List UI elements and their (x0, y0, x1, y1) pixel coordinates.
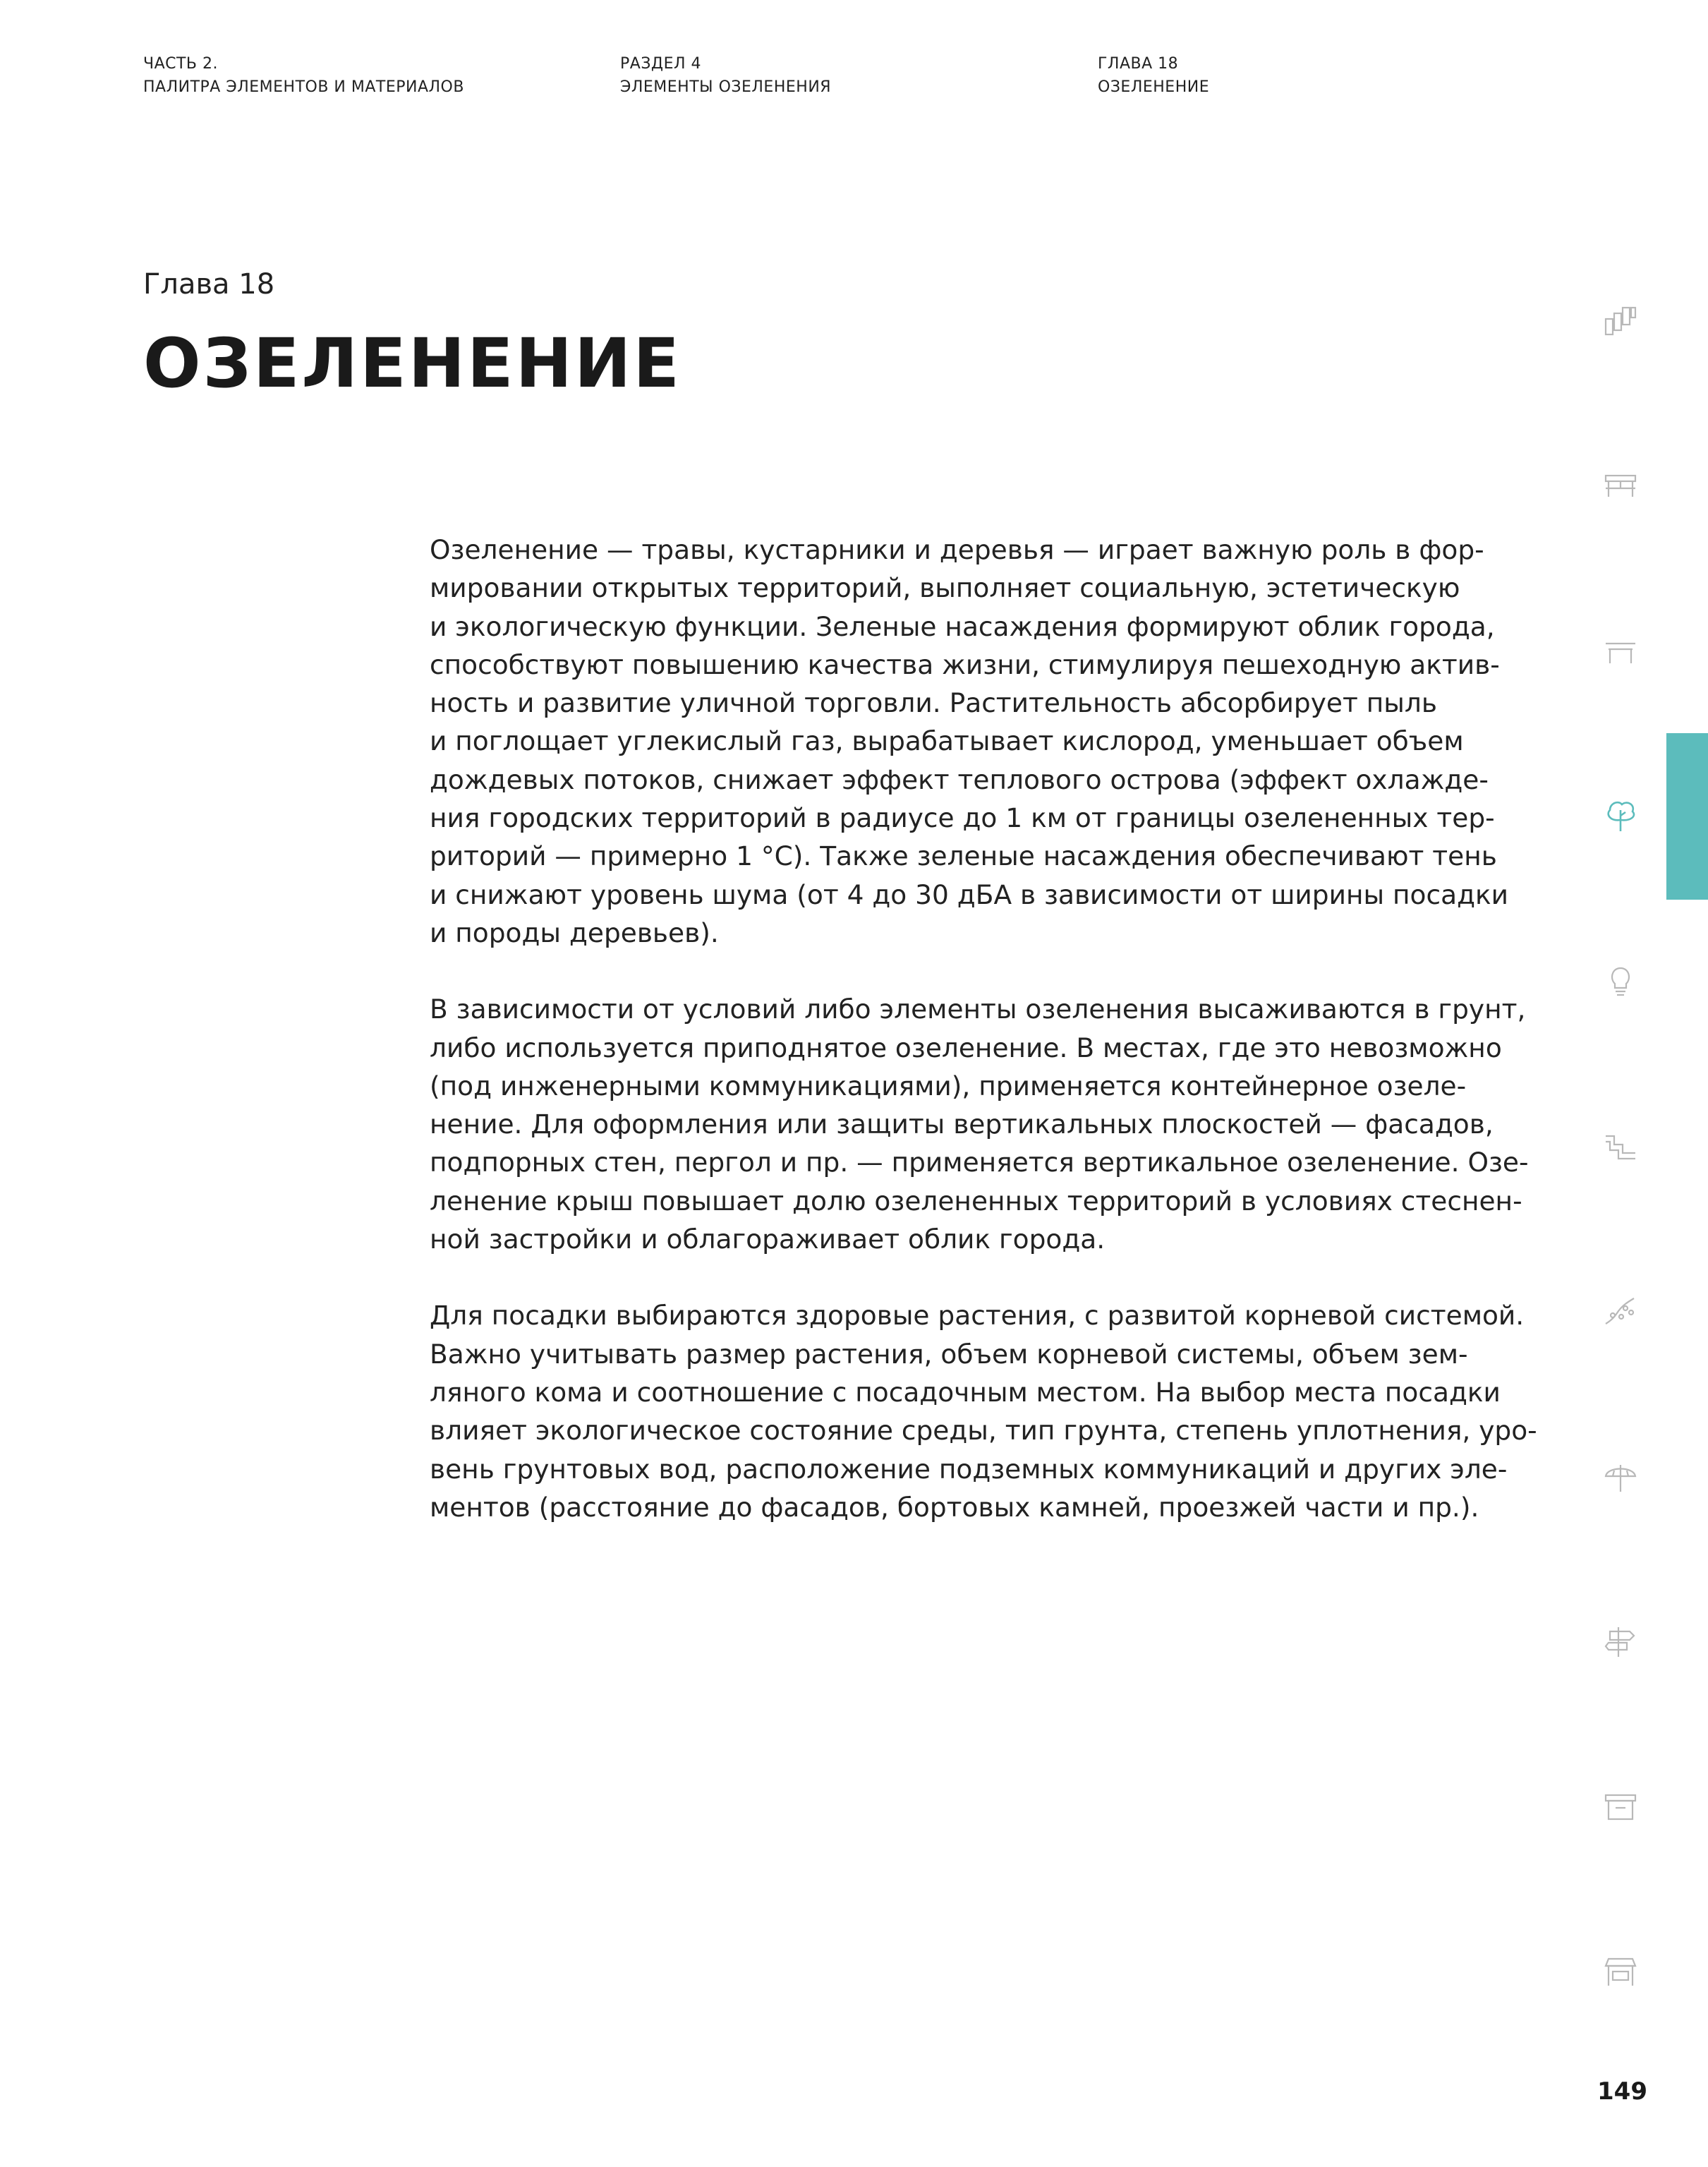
header-section-title: ЭЛЕМЕНТЫ ОЗЕЛЕНЕНИЯ (620, 78, 832, 96)
paragraph (430, 531, 1544, 952)
text-line: ность и развитие уличной торговли. Растительность абсорбирует пыль (430, 687, 1437, 719)
running-header-part (143, 52, 464, 99)
pavilion-icon[interactable] (1603, 1955, 1638, 1990)
text-line: и поглощает углекислый газ, вырабатывает кислород, уменьшает объем (430, 725, 1464, 757)
text-line: влияет экологическое состояние среды, тип грунта, степень уплотнения, уро- (430, 1415, 1537, 1447)
text-line: В зависимости от условий либо элементы озеленения высаживаются в грунт, (430, 994, 1526, 1025)
body-text (430, 531, 1544, 1564)
chapter-title: ОЗЕЛЕНЕНИЕ (143, 324, 682, 403)
paragraph (430, 990, 1544, 1258)
text-line: дождевых потоков, снижает эффект теплового острова (эффект охлажде- (430, 763, 1489, 795)
text-line: либо используется приподнятое озеленение. В местах, где это невозможно (430, 1032, 1502, 1063)
vine-icon[interactable] (1603, 1294, 1638, 1329)
text-line: вень грунтовых вод, расположение подземных коммуникаций и других эле- (430, 1453, 1508, 1485)
text-line: ляного кома и соотношение с посадочным местом. На выбор места посадки (430, 1376, 1501, 1408)
text-line: Важно учитывать размер растения, объем корневой системы, объем зем- (430, 1338, 1468, 1370)
text-line: ния городских территорий в радиусе до 1 км от границы озелененных тер- (430, 802, 1495, 834)
header-part-title: ПАЛИТРА ЭЛЕМЕНТОВ И МАТЕРИАЛОВ (143, 78, 464, 96)
lightbulb-icon[interactable] (1603, 964, 1638, 999)
text-line: ментов (расстояние до фасадов, бортовых камней, проезжей части и пр.). (430, 1491, 1479, 1523)
text-line: способствуют повышению качества жизни, стимулируя пешеходную актив- (430, 648, 1500, 680)
text-line: (под инженерными коммуникациями), применяется контейнерное озеле- (430, 1070, 1467, 1101)
buildings-icon[interactable] (1603, 303, 1638, 339)
text-line: Для посадки выбираются здоровые растения, с развитой корневой системой. (430, 1300, 1525, 1332)
text-line: риторий — примерно 1 °С). Также зеленые насаждения обеспечивают тень (430, 840, 1497, 872)
chapter-tab-marker (1666, 733, 1708, 900)
text-line: ной застройки и облагораживает облик города. (430, 1224, 1106, 1255)
tree-icon[interactable] (1603, 799, 1638, 834)
header-part-number: ЧАСТЬ 2. (143, 55, 219, 73)
running-header-chapter (1098, 52, 1209, 99)
text-line: Озеленение — травы, кустарники и деревья — играет важную роль в фор- (430, 534, 1484, 565)
signpost-icon[interactable] (1603, 1624, 1638, 1660)
text-line: и снижают уровень шума (от 4 до 30 дБА в зависимости от ширины посадки (430, 879, 1509, 910)
bench-icon[interactable] (1603, 469, 1638, 504)
text-line: и экологическую функции. Зеленые насаждения формируют облик города, (430, 610, 1495, 642)
header-chapter-title: ОЗЕЛЕНЕНИЕ (1098, 78, 1210, 96)
paragraph (430, 1296, 1544, 1526)
pipe-icon[interactable] (1603, 1129, 1638, 1164)
text-line: и породы деревьев). (430, 917, 719, 948)
running-header-section (620, 52, 831, 99)
text-line: мировании открытых территорий, выполняет социальную, эстетическую (430, 572, 1460, 604)
text-line: нение. Для оформления или защиты вертикальных плоскостей — фасадов, (430, 1109, 1494, 1140)
chapter-label: Глава 18 (143, 268, 275, 301)
header-section-number: РАЗДЕЛ 4 (620, 55, 702, 73)
kiosk-icon[interactable] (1603, 1789, 1638, 1825)
page-number: 149 (1597, 2077, 1647, 2106)
header-chapter-number: ГЛАВА 18 (1098, 55, 1179, 73)
umbrella-icon[interactable] (1603, 1459, 1638, 1495)
table-icon[interactable] (1603, 634, 1638, 669)
text-line: ленение крыш повышает долю озелененных территорий в условиях стеснен- (430, 1185, 1522, 1217)
text-line: подпорных стен, пергол и пр. — применяется вертикальное озеленение. Озе- (430, 1147, 1529, 1178)
